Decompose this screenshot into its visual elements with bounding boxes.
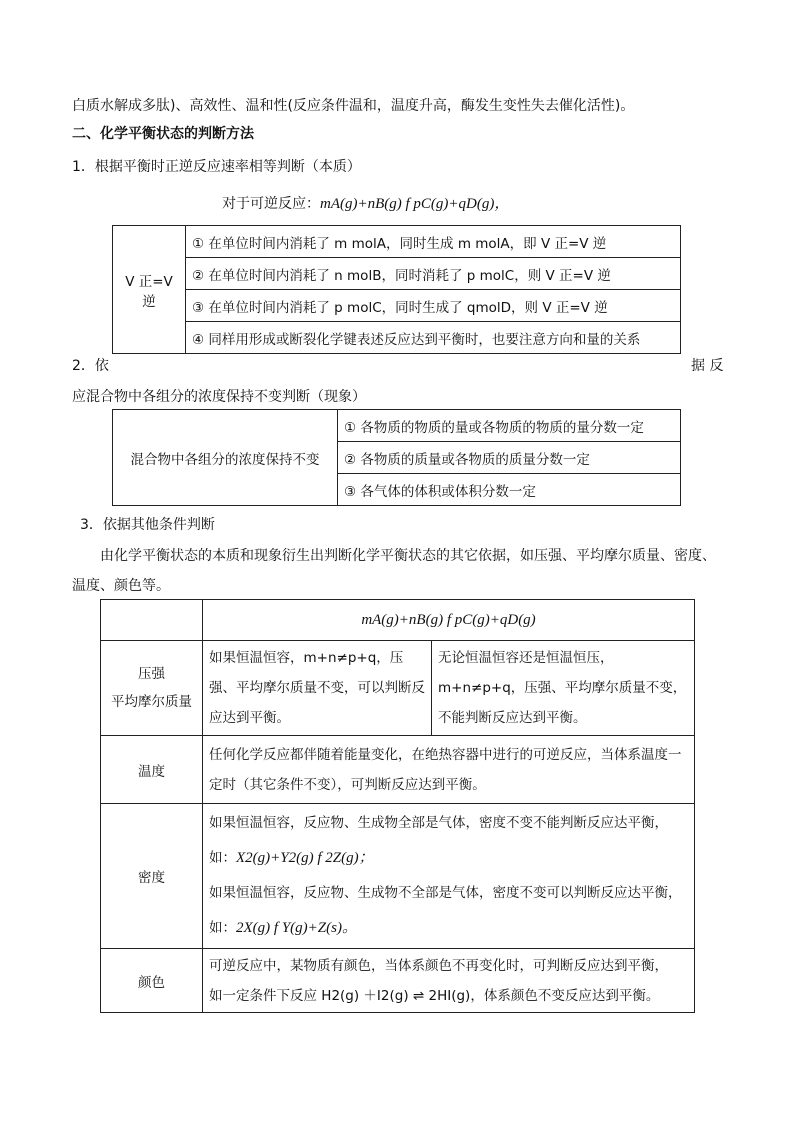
temperature-label: 温度 — [101, 736, 203, 804]
density-example2-formula: 2X(g) f Y(g)+Z(s)。 — [236, 920, 357, 936]
point2-title-start: 2．依 — [72, 358, 109, 374]
density-line4 — [209, 911, 688, 946]
color-line1: 可逆反应中，某物质有颜色，当体系颜色不再变化时，可判断反应达到平衡， — [209, 957, 668, 974]
density-cell — [203, 804, 695, 949]
density-example1-prefix: 如： — [209, 850, 236, 866]
intro-line: 白质水解成多肽)、高效性、温和性(反应条件温和，温度升高，酶发生变性失去催化活性)。 — [72, 98, 635, 114]
rate-left-label: V 正=V 逆 — [113, 226, 186, 354]
density-example2-prefix: 如： — [209, 920, 236, 936]
point3-title: 3．依据其他条件判断 — [80, 517, 215, 533]
pressure-label: 压强 — [138, 666, 165, 682]
concentration-table — [112, 409, 681, 506]
rate-row-3: ③ 在单位时间内消耗了 p molC，同时生成了 qmolD，则 V 正=V 逆 — [186, 290, 681, 322]
density-example1-formula: X2(g)+Y2(g) f 2Z(g)； — [236, 850, 374, 866]
density-line2 — [209, 841, 688, 876]
section-title: 二、化学平衡状态的判断方法 — [72, 126, 254, 142]
concentration-row-1: ① 各物质的物质的量或各物质的物质的量分数一定 — [338, 410, 681, 442]
pressure-constant-volume: 如果恒温恒容，m+n≠p+q，压强、平均摩尔质量不变，可以判断反应达到平衡。 — [203, 641, 432, 736]
point2-title-end: 据 反 — [691, 358, 724, 374]
point1-reaction — [222, 192, 509, 213]
density-line1: 如果恒温恒容，反应物、生成物全部是气体，密度不变不能判断反应达平衡， — [209, 815, 668, 831]
point3-desc-line1: 由化学平衡状态的本质和现象衍生出判断化学平衡状态的其它依据，如压强、平均摩尔质量、密度、 — [100, 548, 716, 564]
reaction-formula: mA(g)+nB(g) f pC(g)+qD(g)， — [320, 196, 510, 212]
pressure-any-condition: 无论恒温恒容还是恒温恒压，m+n≠p+q，压强、平均摩尔质量不变，不能判断反应达到平衡。 — [432, 641, 695, 736]
color-cell — [203, 949, 695, 1013]
rate-row-1: ① 在单位时间内消耗了 m molA，同时生成 m molA，即 V 正=V 逆 — [186, 226, 681, 258]
concentration-row-2: ② 各物质的质量或各物质的质量分数一定 — [338, 442, 681, 474]
concentration-left-label: 混合物中各组分的浓度保持不变 — [113, 410, 338, 506]
point2-title-cont: 应混合物中各组分的浓度保持不变判断（现象） — [72, 389, 366, 405]
density-label: 密度 — [101, 804, 203, 949]
other-conditions-table — [100, 599, 695, 1013]
rate-equality-table — [112, 225, 681, 354]
molar-mass-label: 平均摩尔质量 — [111, 694, 192, 710]
header-formula-cell — [203, 600, 695, 641]
color-line2: 如一定条件下反应 H2(g) ＋I2(g) ⇌ 2HI(g)，体系颜色不变反应达到平衡。 — [209, 987, 660, 1004]
point3-desc-line2: 温度、颜色等。 — [72, 578, 170, 594]
temperature-text: 任何化学反应都伴随着能量变化，在绝热容器中进行的可逆反应，当体系温度一定时（其它条件不变），可判断反应达到平衡。 — [203, 736, 695, 804]
concentration-row-3: ③ 各气体的体积或体积分数一定 — [338, 474, 681, 506]
header-blank-cell — [101, 600, 203, 641]
rate-row-4: ④ 同样用形成或断裂化学键表述反应达到平衡时，也要注意方向和量的关系 — [186, 322, 681, 354]
color-label: 颜色 — [101, 949, 203, 1013]
point1-title: 1．根据平衡时正逆反应速率相等判断（本质） — [72, 159, 361, 175]
reaction-intro: 对于可逆反应： — [222, 196, 320, 212]
rate-row-2: ② 在单位时间内消耗了 n molB，同时消耗了 p molC，则 V 正=V 逆 — [186, 258, 681, 290]
pressure-label-cell — [101, 641, 203, 736]
header-formula: mA(g)+nB(g) f pC(g)+qD(g) — [361, 611, 536, 628]
density-line3: 如果恒温恒容，反应物、生成物不全部是气体，密度不变可以判断反应达平衡， — [209, 885, 682, 901]
